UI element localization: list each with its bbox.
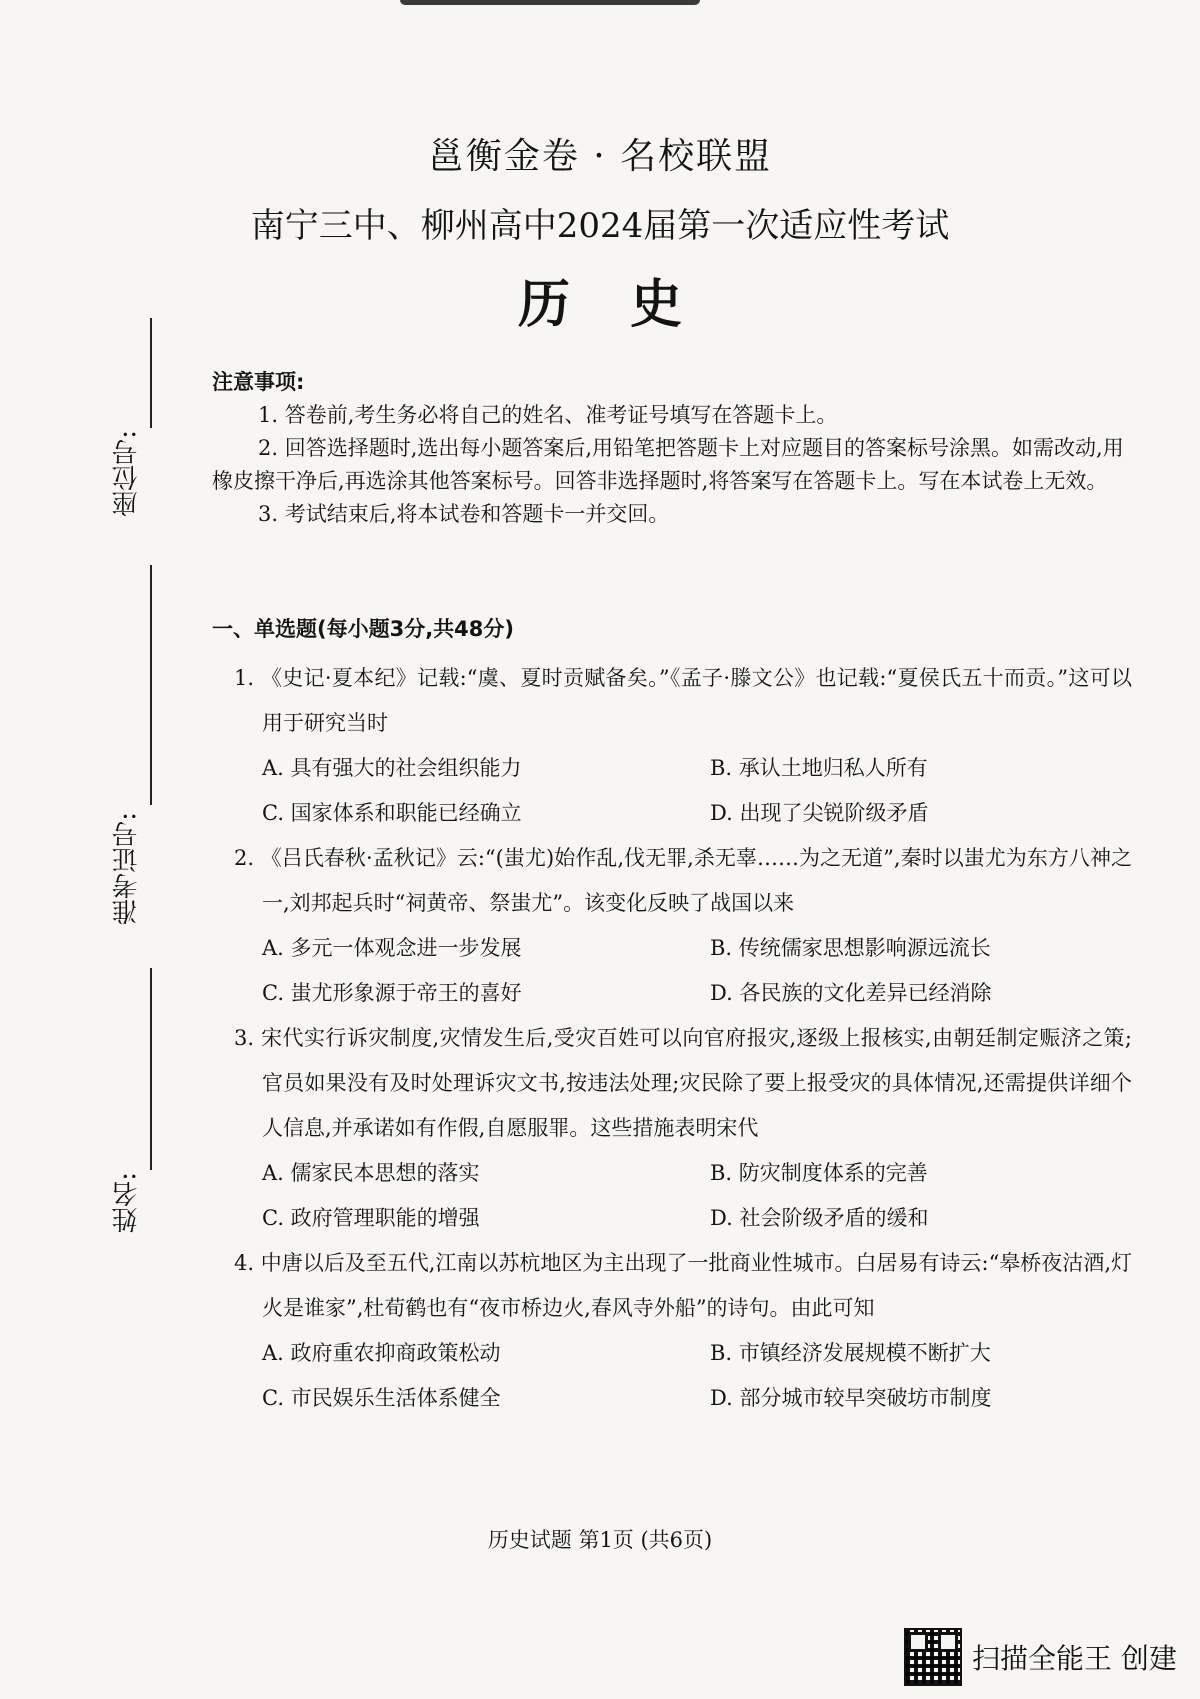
- notice-item: 1. 答卷前,考生务必将自己的姓名、准考证号填写在答题卡上。: [258, 403, 838, 427]
- option-c: C. 政府管理职能的增强: [262, 1206, 480, 1230]
- question-3: [212, 1016, 1132, 1241]
- exam-title: 南宁三中、柳州高中2024届第一次适应性考试: [250, 206, 950, 246]
- option-a: A. 多元一体观念进一步发展: [262, 936, 522, 960]
- notice-item: 3. 考试结束后,将本试卷和答题卡一并交回。: [258, 502, 670, 526]
- question-4: [212, 1241, 1132, 1421]
- option-d: D. 各民族的文化差异已经消除: [710, 981, 992, 1005]
- seat-no-line: [150, 318, 152, 428]
- question-stem: 3. 宋代实行诉灾制度,灾情发生后,受灾百姓可以向官府报灾,逐级上报核实,由朝廷制定赈济之策;官员如果没有及时处理诉灾文书,按违法处理;灾民除了要上报受灾的具体情况,还需提供详细个人信息,并承诺如有作假,自愿服罪。这些措施表明宋代: [234, 1026, 1132, 1140]
- option-b: B. 防灾制度体系的完善: [710, 1161, 928, 1185]
- question-stem: 1. 《史记·夏本纪》记载:“虞、夏时贡赋备矣。”《孟子·滕文公》也记载:“夏侯氏五十而贡。”这可以用于研究当时: [234, 666, 1132, 735]
- question-options: [212, 926, 1132, 1016]
- option-a: A. 儒家民本思想的落实: [262, 1161, 480, 1185]
- question-stem: 2. 《吕氏春秋·孟秋记》云:“(蚩尤)始作乱,伐无罪,杀无辜……为之无道”,秦时以蚩尤为东方八神之一,刘邦起兵时“祠黄帝、祭蚩尤”。该变化反映了战国以来: [234, 846, 1132, 915]
- exam-id-label: 准考证号:: [112, 812, 142, 925]
- scanner-watermark: [904, 1628, 1177, 1686]
- question-options: [212, 1151, 1132, 1241]
- option-d: D. 部分城市较早突破坊市制度: [710, 1386, 992, 1410]
- question-list: [212, 656, 1132, 1421]
- name-line: [150, 968, 152, 1170]
- option-d: D. 出现了尖锐阶级矛盾: [710, 801, 929, 825]
- option-c: C. 蚩尤形象源于帝王的喜好: [262, 981, 522, 1005]
- question-options: [212, 1331, 1132, 1421]
- question-1: [212, 656, 1132, 836]
- exam-id-line: [150, 565, 152, 805]
- notice-block: [212, 366, 1132, 531]
- subject-title: 历史: [517, 274, 742, 335]
- option-b: B. 传统儒家思想影响源远流长: [710, 936, 991, 960]
- page-footer: 历史试题 第1页 (共6页): [487, 1528, 713, 1552]
- notice-title: 注意事项:: [212, 370, 305, 394]
- watermark-text: 扫描全能王 创建: [972, 1642, 1177, 1675]
- option-c: C. 市民娱乐生活体系健全: [262, 1386, 501, 1410]
- option-a: A. 具有强大的社会组织能力: [262, 756, 522, 780]
- question-options: [212, 746, 1132, 836]
- option-c: C. 国家体系和职能已经确立: [262, 801, 522, 825]
- section-title: 一、单选题(每小题3分,共48分): [212, 617, 515, 641]
- seat-no-label: 座位号:: [112, 430, 142, 517]
- qr-code-icon: [904, 1628, 962, 1686]
- scan-edge-strip: [400, 0, 700, 5]
- name-label: 姓名:: [112, 1172, 142, 1233]
- question-2: [212, 836, 1132, 1016]
- exam-brand: 邕衡金卷 · 名校联盟: [427, 136, 773, 177]
- notice-item: 2. 回答选择题时,选出每小题答案后,用铅笔把答题卡上对应题目的答案标号涂黑。如需改动,用橡皮擦干净后,再选涂其他答案标号。回答非选择题时,将答案写在答题卡上。写在本试卷上无效。: [212, 436, 1124, 493]
- question-stem: 4. 中唐以后及至五代,江南以苏杭地区为主出现了一批商业性城市。白居易有诗云:“皋桥夜沽酒,灯火是谁家”,杜荀鹤也有“夜市桥边火,春风寺外船”的诗句。由此可知: [234, 1251, 1132, 1320]
- option-a: A. 政府重农抑商政策松动: [262, 1341, 501, 1365]
- option-d: D. 社会阶级矛盾的缓和: [710, 1206, 929, 1230]
- option-b: B. 市镇经济发展规模不断扩大: [710, 1341, 991, 1365]
- option-b: B. 承认土地归私人所有: [710, 756, 928, 780]
